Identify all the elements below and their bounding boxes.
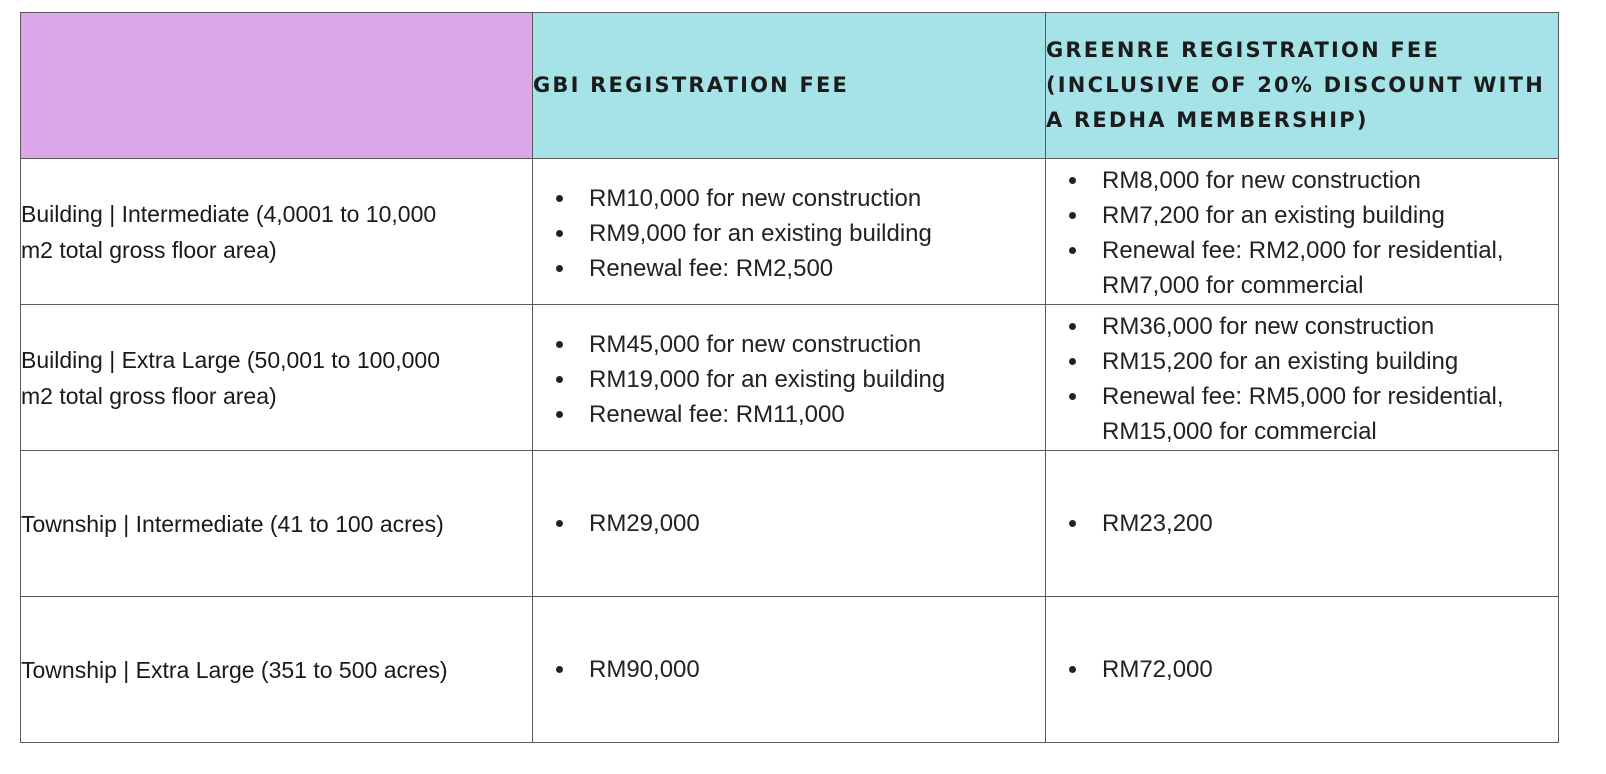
list-item-line: RM15,000 for commercial (1102, 418, 1377, 445)
row-label-line: Township | Intermediate (41 to 100 acres) (21, 510, 444, 537)
list-item: RM19,000 for an existing building (589, 362, 1045, 397)
corner-cell (21, 13, 533, 159)
list-item: Renewal fee: RM2,500 (589, 251, 1045, 286)
table-row (21, 305, 1559, 451)
list-item-line: RM7,000 for commercial (1102, 272, 1364, 299)
gbi-fee-cell (533, 305, 1046, 451)
gbi-fee-header-text: GBI REGISTRATION FEE (533, 73, 850, 97)
fee-table (20, 12, 1559, 743)
greenre-header-line: GREENRE REGISTRATION FEE (1046, 38, 1441, 62)
list-item (1102, 379, 1558, 449)
row-label (21, 597, 533, 743)
row-label-line: Building | Extra Large (50,001 to 100,000 (21, 346, 440, 373)
table-row (21, 451, 1559, 597)
row-label-line: m2 total gross floor area) (21, 382, 277, 409)
list-item: Renewal fee: RM11,000 (589, 397, 1045, 432)
list-item: RM90,000 (589, 652, 1045, 687)
greenre-fee-header (1046, 13, 1559, 159)
list-item-line: Renewal fee: RM2,000 for residential, (1102, 237, 1504, 264)
greenre-header-line: (INCLUSIVE OF 20% DISCOUNT WITH (1046, 73, 1545, 97)
list-item: RM23,200 (1102, 506, 1558, 541)
list-item: RM36,000 for new construction (1102, 309, 1558, 344)
fee-list (1046, 160, 1558, 303)
greenre-header-line: A REDHA MEMBERSHIP) (1046, 108, 1369, 132)
list-item: RM7,200 for an existing building (1102, 198, 1558, 233)
list-item: RM72,000 (1102, 652, 1558, 687)
table-row (21, 597, 1559, 743)
list-item: RM29,000 (589, 506, 1045, 541)
gbi-fee-cell (533, 597, 1046, 743)
row-label (21, 305, 533, 451)
list-item: RM10,000 for new construction (589, 181, 1045, 216)
fee-list (533, 652, 1045, 687)
row-label-line: m2 total gross floor area) (21, 236, 277, 263)
row-label-line: Township | Extra Large (351 to 500 acres) (21, 656, 448, 683)
gbi-fee-header (533, 13, 1046, 159)
greenre-fee-cell (1046, 305, 1559, 451)
table-row (21, 159, 1559, 305)
greenre-fee-cell (1046, 451, 1559, 597)
list-item-line: Renewal fee: RM5,000 for residential, (1102, 383, 1504, 410)
fee-list (533, 506, 1045, 541)
header-row (21, 13, 1559, 159)
list-item: RM9,000 for an existing building (589, 216, 1045, 251)
fee-list (1046, 306, 1558, 449)
fee-list (533, 178, 1045, 286)
greenre-fee-cell (1046, 597, 1559, 743)
list-item: RM15,200 for an existing building (1102, 344, 1558, 379)
list-item: RM45,000 for new construction (589, 327, 1045, 362)
row-label (21, 159, 533, 305)
list-item: RM8,000 for new construction (1102, 163, 1558, 198)
fee-list (533, 324, 1045, 432)
greenre-fee-cell (1046, 159, 1559, 305)
fee-list (1046, 506, 1558, 541)
row-label (21, 451, 533, 597)
gbi-fee-cell (533, 159, 1046, 305)
list-item (1102, 233, 1558, 303)
fee-list (1046, 652, 1558, 687)
row-label-line: Building | Intermediate (4,0001 to 10,000 (21, 200, 437, 227)
fee-comparison (20, 12, 1559, 743)
gbi-fee-cell (533, 451, 1046, 597)
